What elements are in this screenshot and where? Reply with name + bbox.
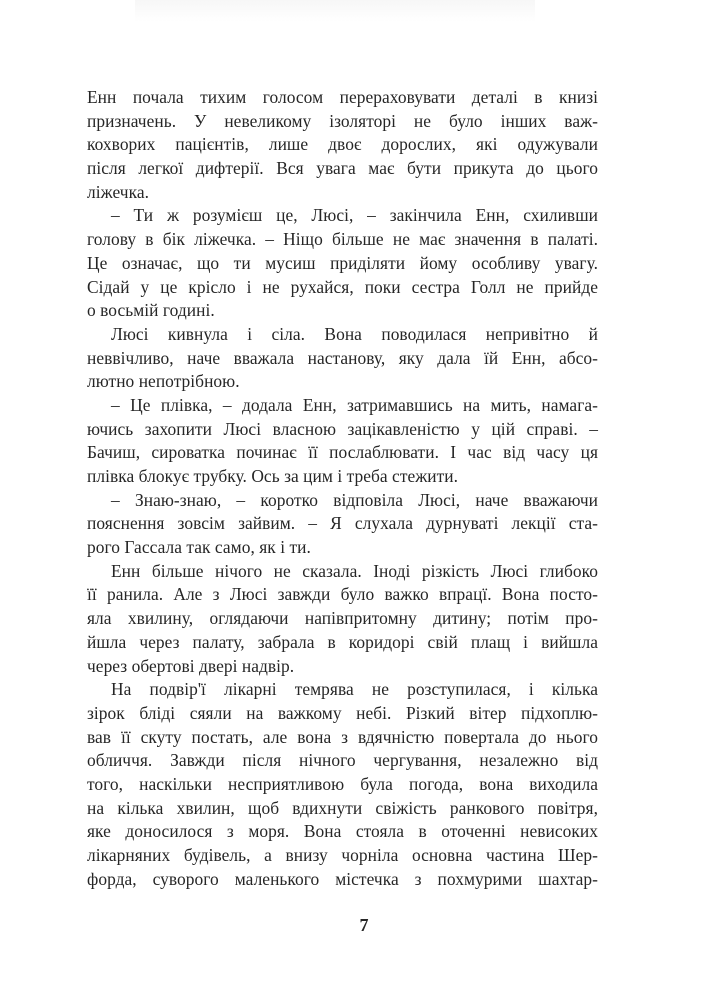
paragraph: [87, 489, 598, 560]
paragraph: [87, 204, 598, 322]
paragraph: [87, 678, 598, 891]
text-line: лікарняних будівель, а внизу чорніла основна частина Шер-: [87, 845, 598, 865]
text-line: після легкої дифтерії. Вся увага має бути прикута до цього: [87, 158, 598, 179]
text-line: На подвір'ї лікарні темрява не розступилася, і кілька: [111, 679, 598, 700]
text-line: форда, суворого маленького містечка з похмурими шахтар-: [87, 868, 598, 889]
text-line: рого Гассала так само, як і ти.: [87, 537, 311, 558]
text-line: яла хвилину, оглядаючи напівпритомну дитину; потім про-: [87, 608, 598, 629]
text-line: голову в бік ліжечка. – Ніщо більше не має значення в палаті.: [87, 229, 598, 250]
text-line: пояснення зовсім зайвим. – Я слухала дурнуваті лекції ста-: [87, 513, 598, 534]
text-line: Сідай у це крісло і не рухайся, поки сестра Голл не прийде: [87, 276, 598, 297]
page-number: 7: [359, 915, 369, 935]
body-text: [87, 86, 598, 891]
text-line: плівка блокує трубку. Ось за цим і треба стежити.: [87, 466, 459, 486]
text-line: ючись захопити Люсі власною зацікавленістю у цій справі. –: [87, 418, 598, 439]
text-line: призначень. У невеликому ізоляторі не було інших важ-: [87, 110, 598, 131]
text-line: – Ти ж розумієш це, Люсі, – закінчила Енн, схиливши: [111, 205, 598, 226]
text-line: яке доносилося з моря. Вона стояла в оточенні невисоких: [87, 821, 598, 842]
text-line: того, наскільки несприятливою була погода, вона виходила: [87, 773, 598, 794]
text-line: кохворих пацієнтів, лише двоє дорослих, які одужували: [87, 134, 598, 155]
text-line: вав її скуту постать, але вона з вдячністю повертала до нього: [87, 726, 598, 747]
text-line: Бачиш, сироватка починає її послаблювати. І час від часу ця: [87, 442, 598, 463]
text-line: о восьмій годині.: [87, 300, 215, 321]
text-line: Це означає, що ти мусиш приділяти йому особливу увагу.: [87, 252, 598, 273]
text-line: через обертові двері надвір.: [87, 655, 295, 676]
text-line: Енн почала тихим голосом перераховувати деталі в книзі: [87, 87, 598, 107]
text-line: неввічливо, наче вважала настанову, яку дала їй Енн, абсо-: [87, 347, 598, 368]
text-line: Люсі кивнула і сіла. Вона поводилася непривітно й: [111, 323, 598, 344]
text-line: на кілька хвилин, щоб вдихнути свіжість ранкового повітря,: [87, 797, 598, 818]
paragraph: [87, 560, 598, 678]
text-line: ліжечка.: [87, 181, 149, 202]
previous-page-bleed-through: [135, 0, 535, 22]
paragraph: [87, 323, 598, 394]
text-line: обличчя. Завжди після нічного чергування, незалежно від: [87, 750, 598, 771]
text-line: – Знаю-знаю, – коротко відповіла Люсі, наче вважаючи: [111, 489, 598, 510]
text-line: її ранила. Але з Люсі завжди було важко впрацї. Вона посто-: [87, 584, 598, 605]
text-line: Енн більше нічого не сказала. Іноді різкість Люсі глибоко: [111, 560, 598, 581]
paragraph: [87, 86, 598, 204]
text-line: йшла через палату, забрала в коридорі свій плащ і вийшла: [87, 631, 598, 652]
text-line: – Це плівка, – додала Енн, затримавшись на мить, намага-: [111, 394, 598, 415]
paragraph: [87, 394, 598, 489]
text-line: лютно непотрібною.: [87, 371, 240, 392]
text-line: зірок бліді сяяли на важкому небі. Різкий вітер підхоплю-: [87, 702, 598, 723]
